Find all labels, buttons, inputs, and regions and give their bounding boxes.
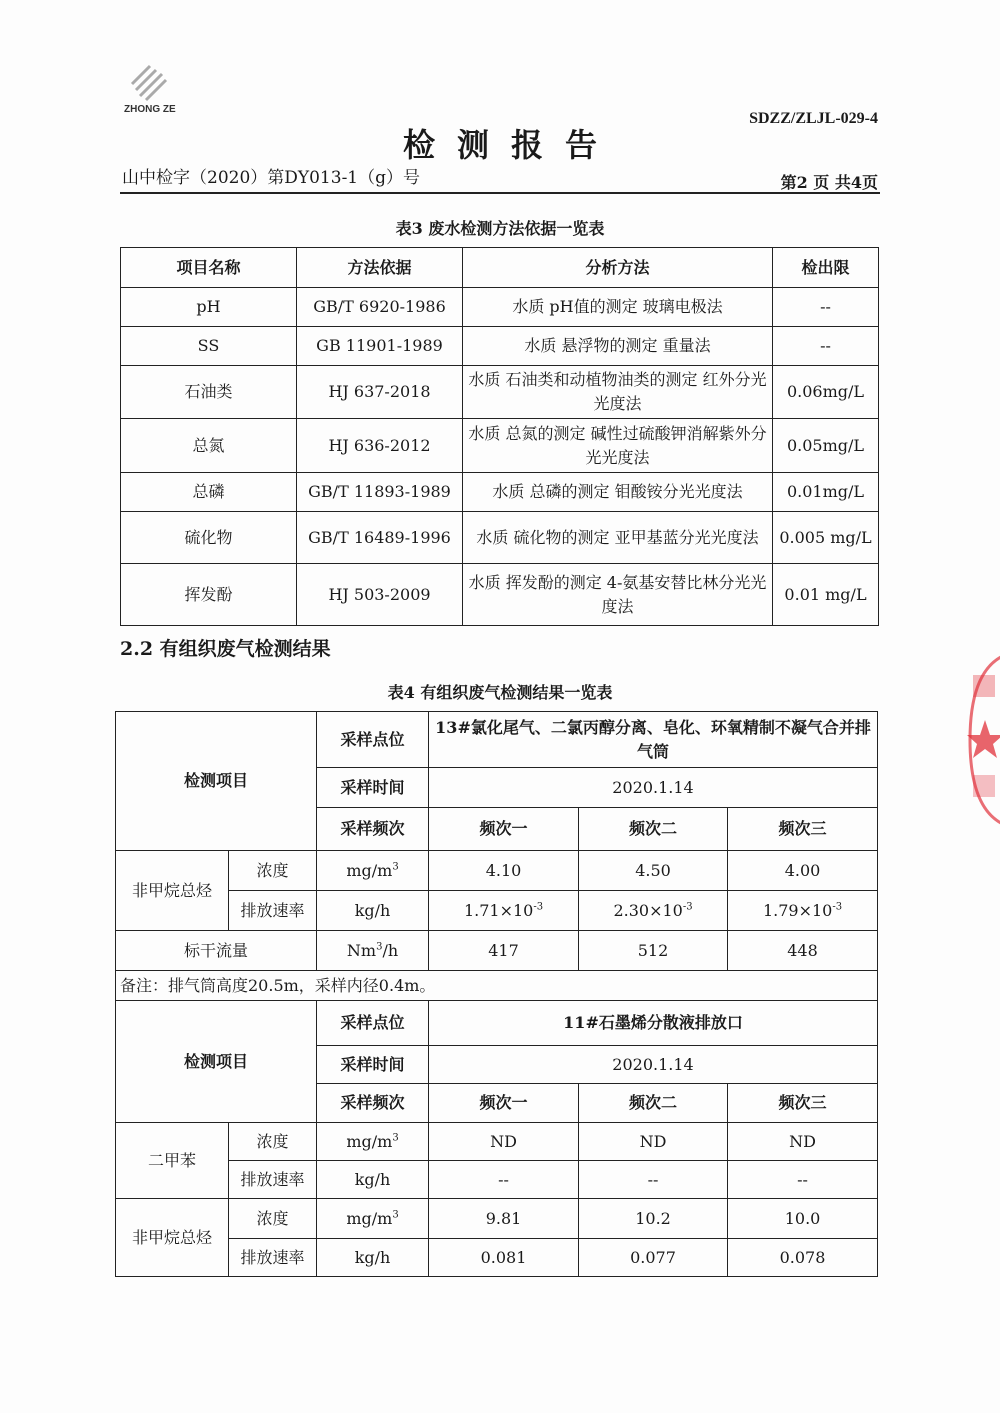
unit: /h xyxy=(382,940,399,960)
company-logo-icon xyxy=(128,62,168,102)
cell: 石油类 xyxy=(121,366,297,419)
exponent: -3 xyxy=(682,901,693,913)
cell: SS xyxy=(121,327,297,366)
cell: 512 xyxy=(579,931,728,971)
seal-stamp-icon xyxy=(965,650,1000,830)
page-title: 检测报告 xyxy=(402,126,619,164)
cell: GB 11901-1989 xyxy=(297,327,463,366)
unit-cell xyxy=(317,1123,429,1161)
cell: -- xyxy=(773,288,879,327)
table3-caption: 表3 废水检测方法依据一览表 xyxy=(395,219,605,238)
unit-sup: 3 xyxy=(392,861,399,873)
document-code: SDZZ/ZLJL-029-4 xyxy=(749,110,878,127)
cell: 水质 石油类和动植物油类的测定 红外分光光度法 xyxy=(463,366,773,419)
cell xyxy=(728,891,878,931)
table-row xyxy=(121,564,879,626)
pollutant-name: 非甲烷总烃 xyxy=(116,851,229,931)
page-number: 第2 页 共4页 xyxy=(780,173,878,192)
table-row xyxy=(121,473,879,512)
cell: -- xyxy=(773,327,879,366)
table-row xyxy=(116,712,878,768)
table-row xyxy=(121,288,879,327)
cell xyxy=(579,891,728,931)
exhaust-gas-results-table xyxy=(115,711,878,1277)
report-number: 山中检字（2020）第DY013-1（g）号 xyxy=(122,168,421,188)
flow-label: 标干流量 xyxy=(116,931,317,971)
rate-label: 排放速率 xyxy=(229,891,317,931)
table-row xyxy=(121,419,879,473)
header-cell: 项目名称 xyxy=(121,248,297,288)
cell: pH xyxy=(121,288,297,327)
cell: 水质 总氮的测定 碱性过硫酸钾消解紫外分光光度法 xyxy=(463,419,773,473)
remark: 备注：排气筒高度20.5m，采样内径0.4m。 xyxy=(116,971,878,1001)
cell: 0.005 mg/L xyxy=(773,512,879,564)
table-row xyxy=(116,891,878,931)
exponent: -3 xyxy=(533,901,544,913)
cell: 9.81 xyxy=(429,1199,579,1239)
cell: 0.06mg/L xyxy=(773,366,879,419)
sampling-time: 2020.1.14 xyxy=(429,768,878,808)
freq-label: 采样频次 xyxy=(317,1084,429,1123)
unit-sup: 3 xyxy=(392,1132,399,1144)
cell: 4.50 xyxy=(579,851,728,891)
table-row xyxy=(116,1001,878,1046)
table4-caption: 表4 有组织废气检测结果一览表 xyxy=(387,683,613,702)
item-label: 检测项目 xyxy=(116,712,317,851)
time-label: 采样时间 xyxy=(317,768,429,808)
table-row xyxy=(116,1199,878,1239)
table-row xyxy=(121,512,879,564)
cell: ND xyxy=(728,1123,878,1161)
header-cell: 检出限 xyxy=(773,248,879,288)
freq-3: 频次三 xyxy=(728,808,878,851)
unit: Nm xyxy=(346,940,377,960)
cell: 0.01mg/L xyxy=(773,473,879,512)
header-divider xyxy=(120,192,880,194)
table-row xyxy=(116,851,878,891)
cell: HJ 637-2018 xyxy=(297,366,463,419)
mantissa: 1.71×10 xyxy=(463,900,534,920)
cell: 417 xyxy=(429,931,579,971)
table-header-row xyxy=(121,248,879,288)
unit-sup: 3 xyxy=(392,1209,399,1221)
item-label: 检测项目 xyxy=(116,1001,317,1123)
cell: GB/T 16489-1996 xyxy=(297,512,463,564)
cell: 挥发酚 xyxy=(121,564,297,626)
unit-cell: kg/h xyxy=(317,891,429,931)
sampling-time: 2020.1.14 xyxy=(429,1046,878,1084)
unit-sup: 3 xyxy=(376,941,383,953)
cell: 10.2 xyxy=(579,1199,728,1239)
cell: -- xyxy=(429,1161,579,1199)
rate-label: 排放速率 xyxy=(229,1161,317,1199)
unit: mg/m xyxy=(346,860,393,880)
unit-cell xyxy=(317,851,429,891)
unit: mg/m xyxy=(346,1208,393,1228)
cell: 水质 pH值的测定 玻璃电极法 xyxy=(463,288,773,327)
freq-3: 频次三 xyxy=(728,1084,878,1123)
cell: 水质 硫化物的测定 亚甲基蓝分光光度法 xyxy=(463,512,773,564)
table-row xyxy=(116,1123,878,1161)
point-label: 采样点位 xyxy=(317,1001,429,1046)
cell: 0.01 mg/L xyxy=(773,564,879,626)
cell: GB/T 11893-1989 xyxy=(297,473,463,512)
table-row xyxy=(121,327,879,366)
unit-cell xyxy=(317,931,429,971)
unit-cell xyxy=(317,1199,429,1239)
cell: 448 xyxy=(728,931,878,971)
cell: HJ 503-2009 xyxy=(297,564,463,626)
header-cell: 分析方法 xyxy=(463,248,773,288)
cell: ND xyxy=(429,1123,579,1161)
section-heading: 2.2 有组织废气检测结果 xyxy=(120,638,331,660)
logo-text: ZHONG ZE xyxy=(124,104,176,115)
table-row xyxy=(116,1239,878,1277)
cell: 水质 挥发酚的测定 4-氨基安替比林分光光度法 xyxy=(463,564,773,626)
pollutant-name: 非甲烷总烃 xyxy=(116,1199,229,1277)
conc-label: 浓度 xyxy=(229,1199,317,1239)
unit: mg/m xyxy=(346,1131,393,1151)
cell: -- xyxy=(579,1161,728,1199)
cell: 总磷 xyxy=(121,473,297,512)
header-cell: 方法依据 xyxy=(297,248,463,288)
table-row xyxy=(116,1161,878,1199)
cell: -- xyxy=(728,1161,878,1199)
freq-1: 频次一 xyxy=(429,808,579,851)
unit-cell: kg/h xyxy=(317,1239,429,1277)
exponent: -3 xyxy=(832,901,843,913)
cell: 硫化物 xyxy=(121,512,297,564)
cell: 0.078 xyxy=(728,1239,878,1277)
cell: 0.05mg/L xyxy=(773,419,879,473)
rate-label: 排放速率 xyxy=(229,1239,317,1277)
table-row xyxy=(121,366,879,419)
mantissa: 2.30×10 xyxy=(613,900,683,920)
cell: 10.0 xyxy=(728,1199,878,1239)
cell: ND xyxy=(579,1123,728,1161)
freq-1: 频次一 xyxy=(429,1084,579,1123)
cell: 总氮 xyxy=(121,419,297,473)
freq-label: 采样频次 xyxy=(317,808,429,851)
cell: 4.00 xyxy=(728,851,878,891)
unit-cell: kg/h xyxy=(317,1161,429,1199)
sampling-point: 11#石墨烯分散液排放口 xyxy=(429,1001,878,1046)
time-label: 采样时间 xyxy=(317,1046,429,1084)
cell: 水质 悬浮物的测定 重量法 xyxy=(463,327,773,366)
table-row xyxy=(116,931,878,971)
table-row xyxy=(116,971,878,1001)
freq-2: 频次二 xyxy=(579,808,728,851)
pollutant-name: 二甲苯 xyxy=(116,1123,229,1199)
cell: 0.081 xyxy=(429,1239,579,1277)
sampling-point: 13#氯化尾气、二氯丙醇分离、皂化、环氧精制不凝气合并排气筒 xyxy=(429,712,878,768)
freq-2: 频次二 xyxy=(579,1084,728,1123)
conc-label: 浓度 xyxy=(229,1123,317,1161)
wastewater-method-table xyxy=(120,247,879,626)
cell: 0.077 xyxy=(579,1239,728,1277)
cell: 水质 总磷的测定 钼酸铵分光光度法 xyxy=(463,473,773,512)
point-label: 采样点位 xyxy=(317,712,429,768)
cell xyxy=(429,891,579,931)
conc-label: 浓度 xyxy=(229,851,317,891)
cell: HJ 636-2012 xyxy=(297,419,463,473)
cell: 4.10 xyxy=(429,851,579,891)
cell: GB/T 6920-1986 xyxy=(297,288,463,327)
mantissa: 1.79×10 xyxy=(762,900,833,920)
